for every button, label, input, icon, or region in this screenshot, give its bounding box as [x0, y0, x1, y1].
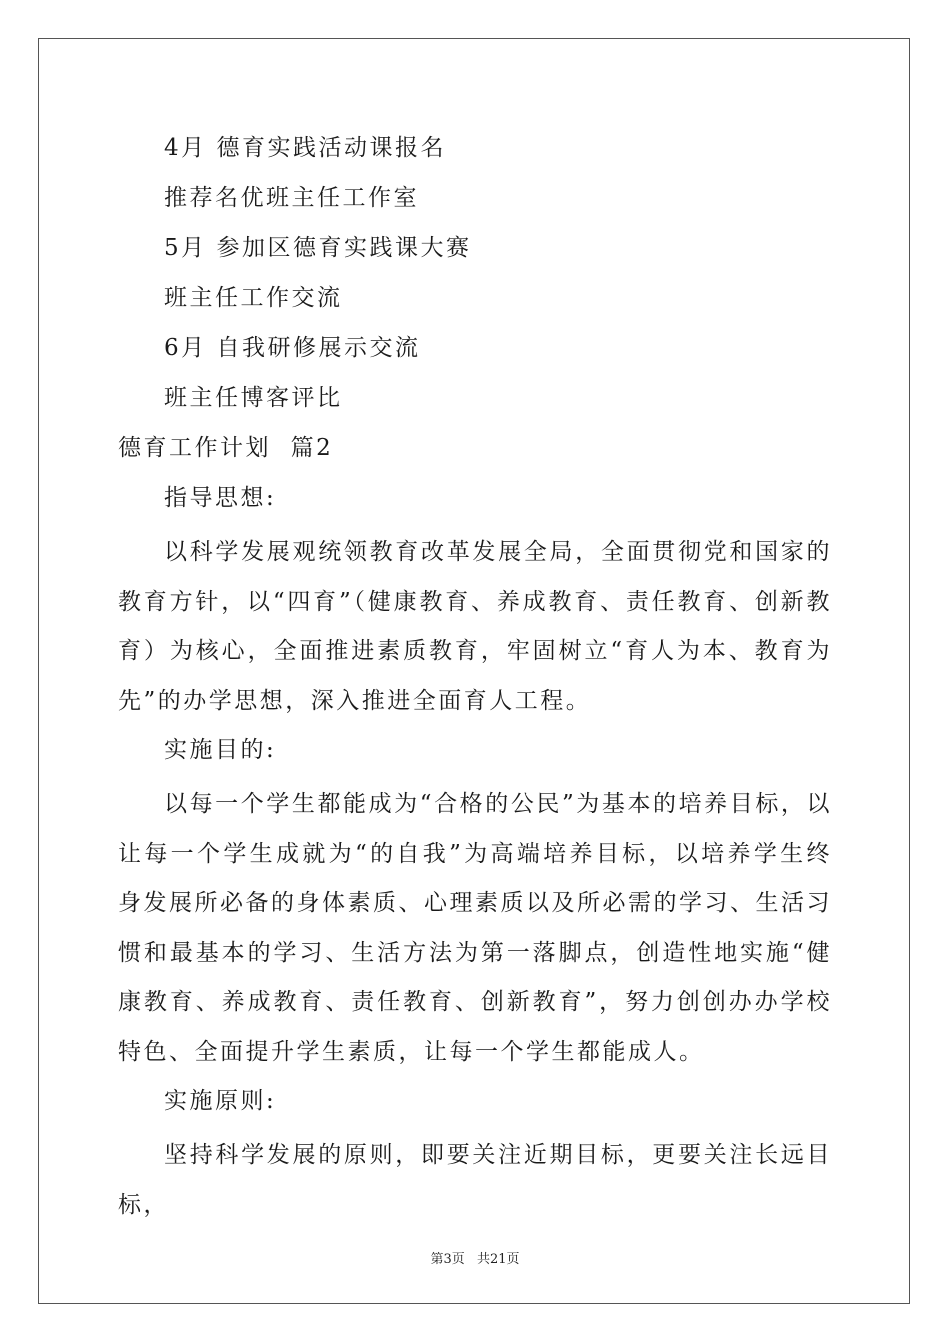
guiding-heading: 指导思想:: [164, 485, 277, 511]
schedule-item: 参加区德育实践课大赛: [216, 235, 472, 261]
schedule-line: [118, 378, 832, 428]
schedule-line-june: [118, 328, 832, 378]
schedule-item: 班主任工作交流: [164, 285, 343, 311]
principle-paragraph: 坚持科学发展的原则，即要关注近期目标，更要关注长远目标，: [118, 1142, 832, 1218]
document-body: [118, 128, 832, 1230]
schedule-line: [118, 178, 832, 228]
schedule-month: 4月: [164, 135, 207, 161]
schedule-month: 6月: [164, 335, 207, 361]
schedule-item: 班主任博客评比: [164, 385, 343, 411]
page-number: 第3页: [430, 1252, 465, 1267]
schedule-line-may: [118, 228, 832, 278]
page-footer: [0, 1248, 950, 1267]
schedule-line-april: [118, 128, 832, 178]
purpose-paragraph: 以每一个学生都能成为“合格的公民”为基本的培养目标，以让每一个学生成就为“的自我”为高端培养目标，以培养学生终身发展所必备的身体素质、心理素质以及所必需的学习、生活习惯和最基本的学习、生活方法为第一落脚点，创造性地实施“健康教育、养成教育、责任教育、创新教育”，努力创创办办学校特色、全面提升学生素质，让每一个学生都能成人。: [118, 791, 832, 1065]
schedule-item: 推荐名优班主任工作室: [164, 185, 419, 211]
section-title: 德育工作计划 篇2: [118, 435, 334, 461]
page-total: 共21页: [476, 1252, 520, 1267]
principle-heading: 实施原则:: [164, 1088, 277, 1114]
schedule-item: 自我研修展示交流: [216, 335, 421, 361]
schedule-month: 5月: [164, 235, 207, 261]
schedule-item: 德育实践活动课报名: [216, 135, 446, 161]
purpose-heading: 实施目的:: [164, 737, 277, 763]
schedule-line: [118, 278, 832, 328]
guiding-paragraph: 以科学发展观统领教育改革发展全局，全面贯彻党和国家的教育方针，以“四育”（健康教育、养成教育、责任教育、创新教育）为核心，全面推进素质教育，牢固树立“育人为本、教育为先”的办学思想，深入推进全面育人工程。: [118, 539, 832, 714]
